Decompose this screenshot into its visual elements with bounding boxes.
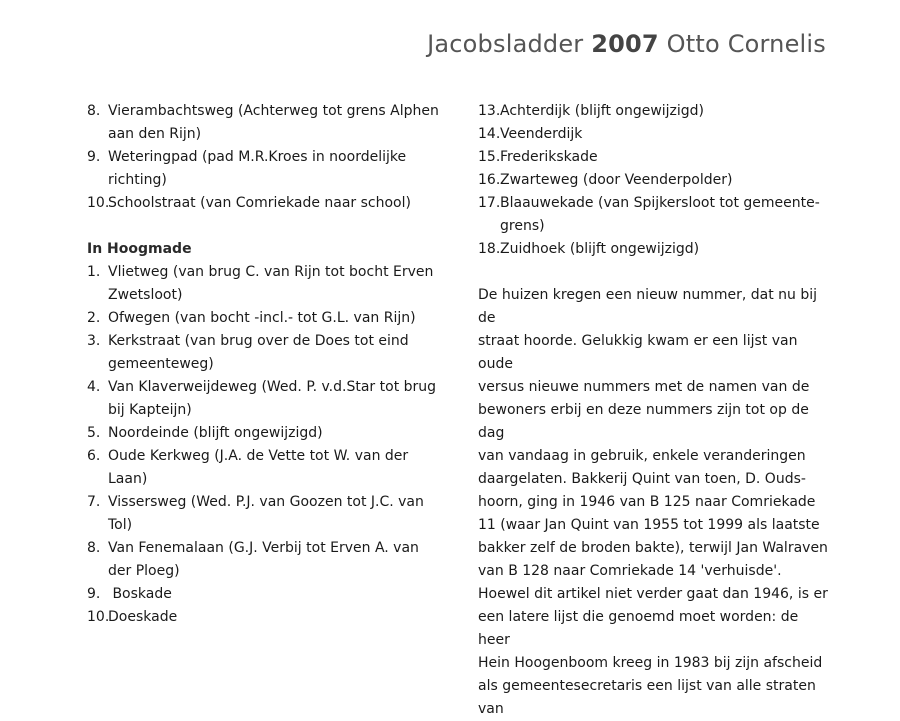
- list-item: [87, 307, 442, 330]
- list-item: [87, 445, 442, 491]
- list-item-text: Boskade: [108, 586, 172, 602]
- list-item-text: Van Fenemalaan (G.J. Verbij tot Erven A. van der Ploeg): [108, 540, 419, 579]
- paragraph-line: versus nieuwe nummers met de namen van de: [478, 379, 810, 395]
- list-item: [478, 123, 828, 146]
- list-item: [478, 238, 828, 261]
- list-item-text: Kerkstraat (van brug over de Does tot eind gemeenteweg): [108, 333, 409, 372]
- list-item: [478, 100, 828, 123]
- list-item-text: Weteringpad (pad M.R.Kroes in noordelijke richting): [108, 149, 407, 188]
- paragraph-line: De huizen kregen een nieuw nummer, dat nu bij de: [478, 287, 818, 326]
- paragraph-line: daargelaten. Bakkerij Quint van toen, D. Ouds-: [478, 471, 806, 487]
- list-item: [87, 192, 442, 215]
- header-author: Otto Cornelis: [666, 30, 826, 58]
- list-item-text: Vierambachtsweg (Achterweg tot grens Alphen aan den Rijn): [108, 103, 439, 142]
- paragraph-line: een latere lijst die genoemd moet worden: de heer: [478, 609, 799, 648]
- list-item-number: 8.: [87, 103, 101, 119]
- list-item-number: 18.: [478, 241, 501, 257]
- list-item: [87, 491, 442, 537]
- header-title: Jacobsladder: [427, 30, 584, 58]
- list-item-number: 1.: [87, 264, 101, 280]
- paragraph-line: van B 128 naar Comriekade 14 'verhuisde'.: [478, 563, 782, 579]
- paragraph-line: hoorn, ging in 1946 van B 125 naar Comriekade: [478, 494, 816, 510]
- paragraph-line: straat hoorde. Gelukkig kwam er een lijst van oude: [478, 333, 798, 372]
- list-item-text: Zwarteweg (door Veenderpolder): [500, 172, 733, 188]
- list-item-text: Oude Kerkweg (J.A. de Vette tot W. van der Laan): [108, 448, 409, 487]
- body-paragraph: [478, 284, 828, 721]
- list-item: [87, 261, 442, 307]
- spacer: [87, 215, 442, 238]
- list-item-text: Schoolstraat (van Comriekade naar school): [108, 195, 411, 211]
- list-item-number: 8.: [87, 540, 101, 556]
- list-item-number: 3.: [87, 333, 101, 349]
- list-item: [478, 169, 828, 192]
- list-item-text: Noordeinde (blijft ongewijzigd): [108, 425, 323, 441]
- list-item-number: 9.: [87, 149, 101, 165]
- paragraph-line: als gemeentesecretaris een lijst van alle straten van: [478, 678, 816, 717]
- list-item-text: Veenderdijk: [500, 126, 583, 142]
- paragraph-line: bewoners erbij en deze nummers zijn tot op de dag: [478, 402, 809, 441]
- list-item-number: 10.: [87, 609, 110, 625]
- list-item: [87, 376, 442, 422]
- list-item-text: Van Klaverweijdeweg (Wed. P. v.d.Star tot brug bij Kapteijn): [108, 379, 437, 418]
- list-item-number: 14.: [478, 126, 501, 142]
- list-item: [87, 537, 442, 583]
- list-item-number: 7.: [87, 494, 101, 510]
- section-heading: In Hoogmade: [87, 241, 192, 257]
- list-item: [87, 146, 442, 192]
- paragraph-line: Hein Hoogenboom kreeg in 1983 bij zijn afscheid: [478, 655, 823, 671]
- list-item-number: 6.: [87, 448, 101, 464]
- list-item-number: 16.: [478, 172, 501, 188]
- paragraph-line: van vandaag in gebruik, enkele veranderingen: [478, 448, 806, 464]
- list-item: [87, 100, 442, 146]
- right-column: [478, 100, 828, 721]
- list-item-number: 9.: [87, 586, 101, 602]
- list-item-number: 10.: [87, 195, 110, 211]
- list-item-text: Zuidhoek (blijft ongewijzigd): [500, 241, 700, 257]
- list-item-text: Frederikskade: [500, 149, 598, 165]
- list-item-number: 15.: [478, 149, 501, 165]
- list-item-text: Vlietweg (van brug C. van Rijn tot bocht Erven Zwetsloot): [108, 264, 434, 303]
- left-column: [87, 100, 442, 629]
- list-item-text: Vissersweg (Wed. P.J. van Goozen tot J.C. van Tol): [108, 494, 424, 533]
- spacer: [478, 261, 828, 284]
- page-header: [0, 30, 826, 58]
- paragraph-line: Hoewel dit artikel niet verder gaat dan 1946, is er: [478, 586, 828, 602]
- list-item-text: Achterdijk (blijft ongewijzigd): [500, 103, 705, 119]
- list-item-text: Ofwegen (van bocht -incl.- tot G.L. van Rijn): [108, 310, 416, 326]
- paragraph-line: 11 (waar Jan Quint van 1955 tot 1999 als laatste: [478, 517, 820, 533]
- list-item-number: 5.: [87, 425, 101, 441]
- header-year: 2007: [591, 30, 659, 58]
- list-item-text: Doeskade: [108, 609, 178, 625]
- list-item-number: 2.: [87, 310, 101, 326]
- list-item-number: 4.: [87, 379, 101, 395]
- list-item: [478, 192, 828, 238]
- list-item: [87, 422, 442, 445]
- list-item: [87, 330, 442, 376]
- list-item-number: 13.: [478, 103, 501, 119]
- list-item: [478, 146, 828, 169]
- list-item-number: 17.: [478, 195, 501, 211]
- paragraph-line: bakker zelf de broden bakte), terwijl Jan Walraven: [478, 540, 828, 556]
- list-item-text: Blaauwekade (van Spijkersloot tot gemeente-grens): [500, 195, 820, 234]
- list-item: [87, 583, 442, 606]
- list-item: [87, 606, 442, 629]
